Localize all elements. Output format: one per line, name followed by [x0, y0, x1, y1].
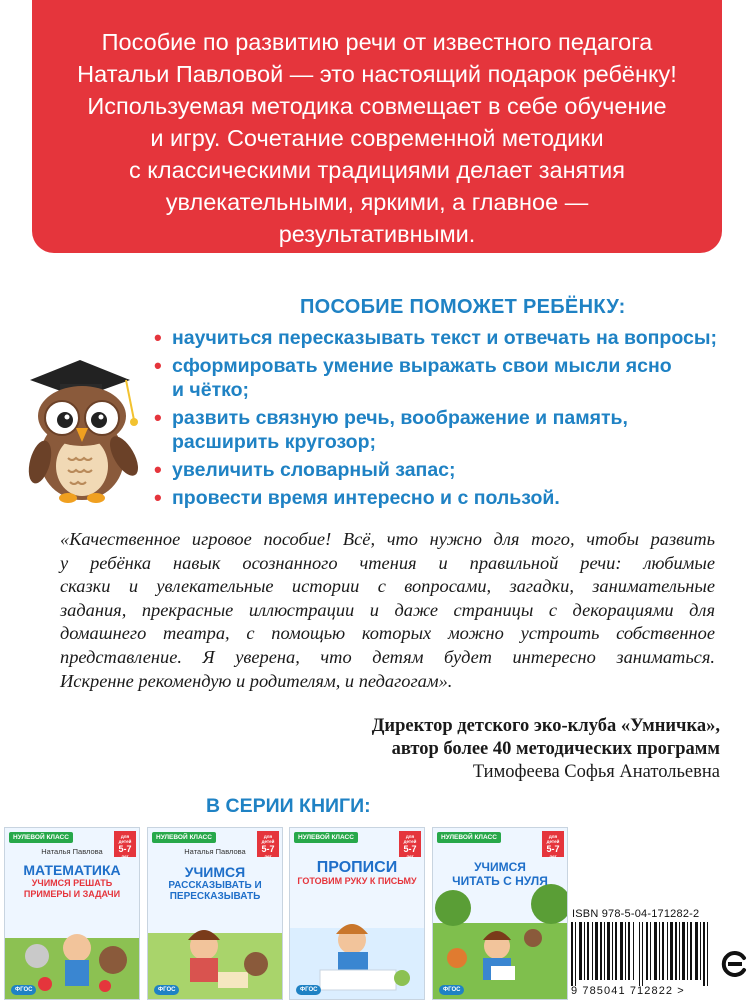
intro-line: Используемая методика совмещает в себе обучение: [87, 93, 667, 119]
benefit-item: [154, 326, 749, 350]
intro-line: Пособие по развитию речи от известного педагога: [101, 29, 653, 55]
book-title: МАТЕМАТИКА УЧИМСЯ РЕШАТЬ ПРИМЕРЫ И ЗАДАЧИ: [23, 862, 121, 899]
fgos-badge: ФГОС: [154, 985, 179, 995]
bullet-icon: •: [154, 325, 162, 350]
book-cover-reading: [432, 827, 568, 1000]
publisher-logo-icon: [720, 950, 748, 978]
signature-position: Директор детского эко-клуба «Умничка»,: [371, 716, 720, 736]
quote-line: «Качественное игровое пособие! Всё, что нужно для того, чтобы развить: [60, 529, 715, 549]
series-badge: НУЛЕВОЙ КЛАСС: [9, 832, 73, 843]
benefit-text-cont: расширить кругозор;: [172, 431, 376, 453]
series-title: В СЕРИИ КНИГИ:: [206, 795, 371, 817]
fgos-badge: ФГОС: [439, 985, 464, 995]
benefit-text: научиться пересказывать текст и отвечать на вопросы;: [172, 327, 717, 349]
isbn-label: ISBN 978-5-04-171282-2: [572, 908, 700, 920]
quote-line: представление. Я уверена, что детям будет интересно заниматься.: [60, 646, 715, 667]
age-badge: для детей 5-7 лет: [542, 831, 564, 857]
bullet-icon: •: [154, 457, 162, 482]
book-cover-copybook: [289, 827, 425, 1000]
age-badge: для детей 5-7 лет: [114, 831, 136, 857]
quote-line: Искренне рекомендую и родителям, и педагогам».: [60, 670, 453, 691]
barcode-icon: [571, 922, 713, 986]
fgos-badge: ФГОС: [11, 985, 36, 995]
series-badge: НУЛЕВОЙ КЛАСС: [152, 832, 216, 843]
benefit-text: увеличить словарный запас;: [172, 459, 456, 481]
benefit-item: [154, 406, 749, 454]
benefit-item: [154, 486, 749, 510]
age-badge: для детей 5-7 лет: [399, 831, 421, 857]
signature-credentials: автор более 40 методических программ: [391, 739, 720, 759]
book-author: Наталья Павлова: [184, 847, 246, 856]
bullet-icon: •: [154, 485, 162, 510]
intro-line: результативными.: [278, 221, 476, 247]
intro-line: Натальи Павловой — это настоящий подарок ребёнку!: [77, 61, 677, 87]
series-badge: НУЛЕВОЙ КЛАСС: [437, 832, 501, 843]
benefit-item: [154, 354, 749, 402]
owl-mascot-illustration: [12, 358, 150, 504]
intro-box: [32, 0, 722, 253]
book-title: УЧИМСЯ РАССКАЗЫВАТЬ И ПЕРЕСКАЗЫВАТЬ: [168, 864, 262, 902]
series-badge: НУЛЕВОЙ КЛАСС: [294, 832, 358, 843]
benefit-item: [154, 458, 749, 482]
quote-line: сказки и увлекательные истории с вопросами, загадки, занимательные: [60, 576, 715, 597]
benefit-text: провести время интересно и с пользой.: [172, 487, 560, 509]
benefits-list: [154, 326, 749, 514]
age-badge: для детей 5-7 лет: [257, 831, 279, 857]
intro-line: с классическими традициями делает занятия: [129, 157, 625, 183]
fgos-badge: ФГОС: [296, 985, 321, 995]
intro-line: увлекательными, яркими, а главное —: [165, 189, 589, 215]
barcode-digits: 9 785041 712822 >: [571, 985, 685, 997]
benefit-text-cont: и чётко;: [172, 379, 250, 401]
signature-name: Тимофеева Софья Анатольевна: [472, 762, 720, 782]
quote-line: у ребёнка навык осознанного чтения и правильной речи: любимые: [60, 552, 715, 573]
intro-line: и игру. Сочетание современной методики: [150, 125, 604, 151]
book-author: Наталья Павлова: [41, 847, 103, 856]
book-cover-math: [4, 827, 140, 1000]
quote-signature: [372, 715, 720, 784]
book-cover-speech: [147, 827, 283, 1000]
book-title: ПРОПИСИ ГОТОВИМ РУКУ К ПИСЬМУ: [297, 859, 417, 886]
benefits-title: ПОСОБИЕ ПОМОЖЕТ РЕБЁНКУ:: [300, 296, 626, 318]
bullet-icon: •: [154, 353, 162, 378]
book-title: УЧИМСЯ ЧИТАТЬ С НУЛЯ: [452, 860, 548, 888]
benefit-text: сформировать умение выражать свои мысли ясно: [172, 355, 672, 377]
quote-line: задания, прекрасные иллюстрации и даже страницы с декорациями для: [60, 599, 715, 620]
bullet-icon: •: [154, 405, 162, 430]
benefit-text: развить связную речь, воображение и память,: [172, 407, 628, 429]
review-quote: [60, 528, 715, 693]
quote-line: домашнего театра, с помощью которых можно устроить собственное: [60, 623, 715, 644]
